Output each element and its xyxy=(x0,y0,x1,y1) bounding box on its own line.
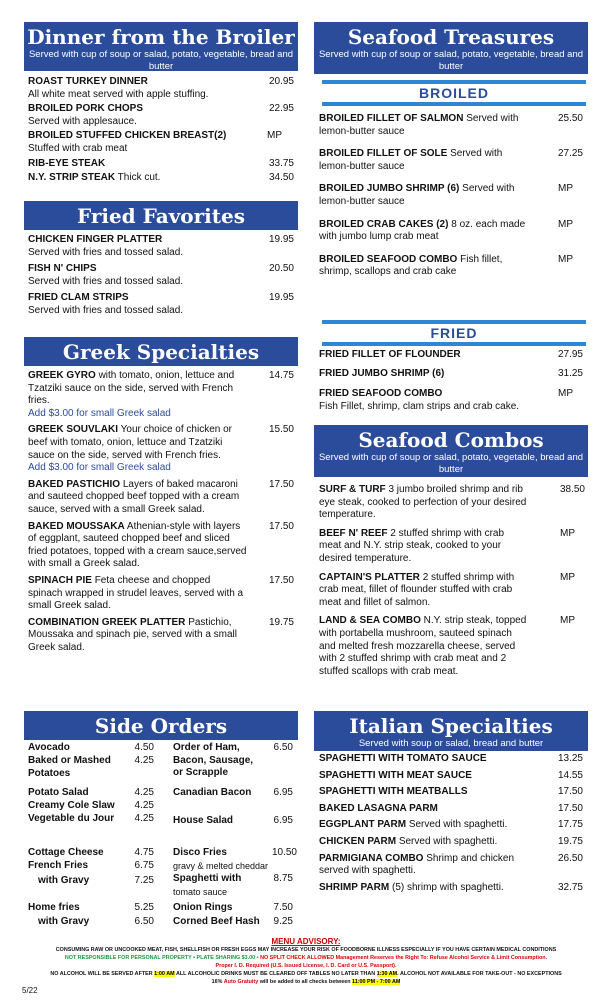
item-price: 17.50 xyxy=(268,478,294,490)
menu-item xyxy=(319,183,583,208)
menu-item xyxy=(319,388,583,413)
seafood-title: Seafood Treasures xyxy=(347,25,555,49)
combos-banner xyxy=(314,425,588,477)
side-item xyxy=(28,742,154,755)
item-desc: Served with applesauce. xyxy=(28,115,137,127)
gratuity-text: Auto Gratuity xyxy=(223,979,259,985)
item-desc: Athenian-style with layers of eggplant, sauteed chopped beef and sliced fried potatoes, topped with a cream sauce,served with small a Greek salad. xyxy=(28,520,247,570)
italian-banner xyxy=(314,711,588,751)
side-item xyxy=(173,787,293,800)
side-item xyxy=(28,902,154,915)
side-price: 6.95 xyxy=(273,815,293,826)
item-price: 22.95 xyxy=(268,103,294,115)
time-highlight: 1:30 AM xyxy=(376,971,398,977)
side-name: French Fries xyxy=(28,860,89,871)
side-name: Avocado xyxy=(28,742,70,753)
side-item xyxy=(28,813,154,826)
advisory-text: 16% xyxy=(211,979,223,985)
menu-item xyxy=(28,292,294,317)
item-desc: Served with spaghetti. xyxy=(408,819,508,831)
menu-item xyxy=(28,617,294,655)
fried-favorites-list xyxy=(28,234,294,318)
fried-favorites-banner xyxy=(24,201,298,230)
item-name: BROILED JUMBO SHRIMP (6) xyxy=(319,183,460,195)
seafood-banner xyxy=(314,22,588,74)
menu-item xyxy=(319,770,583,783)
item-name: SHRIMP PARM xyxy=(319,881,390,893)
item-desc: Shrimp and chicken served with spaghetti. xyxy=(319,852,515,877)
item-name: N.Y. STRIP STEAK xyxy=(28,172,116,184)
menu-item xyxy=(28,172,294,185)
time-highlight: 11:00 PM - 7:00 AM xyxy=(352,979,401,985)
item-name: BROILED FILLET OF SOLE xyxy=(319,148,448,160)
item-name: BAKED MOUSSAKA xyxy=(28,520,125,532)
item-name: CAPTAIN'S PLATTER xyxy=(319,571,420,583)
side-item xyxy=(173,847,297,873)
item-price: 17.50 xyxy=(268,520,294,532)
item-desc: Served with fries and tossed salad. xyxy=(28,304,184,316)
side-orders-banner xyxy=(24,711,298,740)
item-name: FRIED CLAM STRIPS xyxy=(28,292,129,304)
item-name: BROILED CRAB CAKES (2) xyxy=(319,218,449,230)
dinner-banner xyxy=(24,22,298,71)
side-orders-right xyxy=(173,742,297,932)
advisory-line xyxy=(20,954,592,962)
menu-item xyxy=(319,254,583,279)
item-price: MP xyxy=(558,388,573,400)
side-name: Corned Beef Hash xyxy=(173,916,260,927)
item-name: SPINACH PIE xyxy=(28,574,92,586)
side-item xyxy=(28,800,154,813)
side-price: 8.75 xyxy=(273,873,293,884)
item-price: 19.95 xyxy=(268,292,294,304)
advisory-red-text: NO SPLIT CHECK ALLOWED Management Reserves the Right To: Refuse Alcohol Service & Limit Consumption. xyxy=(260,955,548,961)
item-price: 19.75 xyxy=(268,616,294,628)
side-name: Order of Ham, Bacon, Sausage, or Scrapple xyxy=(173,742,254,778)
item-name: ROAST TURKEY DINNER xyxy=(28,76,148,87)
menu-item xyxy=(28,479,294,517)
menu-item xyxy=(319,753,583,766)
advisory-green-text: NOT RESPONSIBLE FOR PERSONAL PROPERTY • PLATE SHARING $3.00 • xyxy=(64,955,259,961)
item-desc: Served with lemon-butter sauce xyxy=(319,148,503,172)
item-price: 19.95 xyxy=(268,234,294,245)
advisory-line xyxy=(20,970,592,978)
side-price: 4.50 xyxy=(134,742,154,753)
side-name: with Gravy xyxy=(38,875,90,886)
side-name: House Salad xyxy=(173,815,234,826)
advisory-line: Proper I. D. Required (U.S. Issued License, I. D. Card or U.S. Passport). xyxy=(215,963,397,969)
italian-list xyxy=(319,753,583,894)
side-price: 4.25 xyxy=(134,800,154,811)
item-price: 13.25 xyxy=(557,753,583,764)
side-item xyxy=(173,902,293,915)
side-name: Vegetable du Jour xyxy=(28,813,115,824)
item-price: 25.50 xyxy=(557,113,583,124)
item-desc: 2 stuffed shrimp with crab meat and N.Y. strip steak, cooked to your desired temperature. xyxy=(319,527,505,564)
menu-item xyxy=(319,615,585,678)
combos-list xyxy=(319,484,585,678)
item-desc: N.Y. strip steak, topped with portabella mushroom, sauteed spinach and melted fresh mozzarella cheese, served with 2 stuffed shrimp with crab meat and 2 stuffed scallops with crab meat. xyxy=(319,615,527,677)
side-item xyxy=(28,787,154,800)
item-desc: Served with spaghetti. xyxy=(398,835,498,847)
item-price: 20.95 xyxy=(268,76,294,87)
menu-item xyxy=(28,575,294,613)
item-price: 27.25 xyxy=(557,148,583,160)
side-orders-title: Side Orders xyxy=(94,714,228,738)
side-price: 6.75 xyxy=(134,860,154,871)
item-desc: with tomato, onion, lettuce and Tzatziki sauce on the side, served with French fries. xyxy=(28,370,235,407)
time-highlight: 1:00 AM xyxy=(154,971,175,977)
combos-title: Seafood Combos xyxy=(358,428,544,452)
menu-item xyxy=(28,424,294,474)
menu-item xyxy=(319,113,583,138)
menu-item xyxy=(28,521,294,571)
side-price: 9.25 xyxy=(273,916,293,927)
item-name: BROILED STUFFED CHICKEN BREAST(2) xyxy=(28,130,227,142)
item-name: BAKED LASAGNA PARM xyxy=(319,802,438,814)
item-price: MP xyxy=(560,615,575,627)
menu-item xyxy=(319,484,585,522)
menu-item xyxy=(28,130,294,155)
menu-item xyxy=(319,368,583,381)
side-price: 7.50 xyxy=(273,902,293,913)
item-price: 17.50 xyxy=(557,802,583,814)
advisory-text: . ALCOHOL NOT AVAILABLE FOR TAKE-OUT - NO EXCEPTIONS xyxy=(397,971,562,977)
item-name: EGGPLANT PARM xyxy=(319,819,407,831)
side-name: Creamy Cole Slaw xyxy=(28,800,115,811)
item-name: FISH N' CHIPS xyxy=(28,263,97,275)
item-desc: Served with fries and tossed salad. xyxy=(28,246,184,258)
combos-subtitle: Served with cup of soup or salad, potato, vegetable, bread and butter xyxy=(318,452,584,475)
fried-subheader: FRIED xyxy=(322,320,586,346)
side-name: Baked or Mashed Potatoes xyxy=(28,755,111,779)
advisory-text: ALL ALCOHOLIC DRINKS MUST BE CLEARED OFF TABLES NO LATER THAN xyxy=(175,971,376,977)
seafood-subtitle: Served with cup of soup or salad, potato, vegetable, bread and butter xyxy=(318,49,584,72)
side-name: Cottage Cheese xyxy=(28,847,104,858)
item-desc: 2 stuffed shrimp with crab meat, fillet of flounder stuffed with crab meat and fillet of salmon. xyxy=(319,571,515,608)
greek-list xyxy=(28,370,294,654)
item-price: 34.50 xyxy=(268,172,294,184)
side-sub: tomato sauce xyxy=(173,886,228,897)
menu-advisory xyxy=(20,938,592,986)
item-name: FRIED SEAFOOD COMBO xyxy=(319,388,443,400)
menu-item xyxy=(319,219,583,244)
item-desc: All white meat served with apple stuffing. xyxy=(28,88,209,100)
item-price: 17.50 xyxy=(268,574,294,586)
side-price: 4.25 xyxy=(134,813,154,824)
item-desc: Stuffed with crab meat xyxy=(28,142,128,154)
side-name: Onion Rings xyxy=(173,902,233,913)
item-name: BEEF N' REEF xyxy=(319,527,388,539)
item-name: GREEK SOUVLAKI xyxy=(28,424,119,436)
item-name: BROILED PORK CHOPS xyxy=(28,103,144,115)
menu-item xyxy=(28,76,294,101)
side-price: 10.50 xyxy=(271,847,297,858)
advisory-line: CONSUMING RAW OR UNCOOKED MEAT, FISH, SHELLFISH OR FRESH EGGS MAY INCREASE YOUR RISK OF FOODBORNE ILLNESS ESPECIALLY IF YOU HAVE CERTAIN MEDICAL CONDITIONS xyxy=(55,947,557,953)
menu-item xyxy=(319,349,583,362)
side-item xyxy=(28,847,154,860)
item-desc: Served with fries and tossed salad. xyxy=(28,275,184,287)
item-price: 14.75 xyxy=(268,370,294,381)
menu-item xyxy=(319,572,585,610)
item-price: MP xyxy=(558,253,573,265)
item-price: 38.50 xyxy=(559,484,585,495)
item-desc: Thick cut. xyxy=(117,172,161,184)
item-desc: Served with lemon-butter sauce xyxy=(319,183,515,207)
menu-item xyxy=(319,786,583,799)
item-price: 20.50 xyxy=(268,263,294,275)
side-item xyxy=(173,916,293,929)
side-name: Spaghetti with xyxy=(173,873,242,884)
advisory-line xyxy=(20,978,592,986)
menu-item xyxy=(28,234,294,259)
menu-item xyxy=(319,882,583,895)
side-name: Potato Salad xyxy=(28,787,89,798)
menu-item xyxy=(28,263,294,288)
item-name: BROILED SEAFOOD COMBO xyxy=(319,253,458,265)
broiled-subheader: BROILED xyxy=(322,80,586,106)
item-price: 33.75 xyxy=(268,157,294,169)
item-desc: Layers of baked macaroni and sauteed chopped beef topped with a cream sauce, served with a small Greek salad. xyxy=(28,478,240,515)
menu-item xyxy=(28,370,294,420)
item-desc: Fish Fillet, shrimp, clam strips and crab cake. xyxy=(319,400,520,412)
item-desc: 3 jumbo broiled shrimp and rib eye steak, cooked to perfection of your desired temperature. xyxy=(319,484,527,521)
side-item xyxy=(173,815,293,828)
item-desc: Pastichio, Moussaka and spinach pie, served with a small Greek salad. xyxy=(28,616,237,653)
side-name: with Gravy xyxy=(38,916,90,927)
item-price: 31.25 xyxy=(557,367,583,379)
advisory-text: will be added to all checks between xyxy=(259,979,351,985)
item-name: SPAGHETTI WITH MEATBALLS xyxy=(319,786,468,798)
item-desc: Served with lemon-butter sauce xyxy=(319,113,519,137)
menu-item xyxy=(28,103,294,128)
advisory-title: MENU ADVISORY: xyxy=(271,937,341,946)
greek-banner xyxy=(24,337,298,366)
item-desc: Fish fillet, shrimp, scallops and crab cake xyxy=(319,253,503,278)
item-price: MP xyxy=(558,183,573,195)
side-name: Canadian Bacon xyxy=(173,787,252,798)
side-price: 6.50 xyxy=(273,742,293,753)
item-price: 17.50 xyxy=(557,786,583,798)
menu-item xyxy=(28,158,294,171)
side-sub: gravy & melted cheddar xyxy=(173,860,269,871)
item-name: LAND & SEA COMBO xyxy=(319,615,421,627)
item-note: Add $3.00 for small Greek salad xyxy=(28,407,171,419)
side-price: 6.95 xyxy=(273,787,293,798)
fried-favorites-title: Fried Favorites xyxy=(76,204,246,228)
side-orders-left xyxy=(28,742,158,932)
side-item xyxy=(173,873,293,899)
menu-item xyxy=(319,819,583,832)
item-price: MP xyxy=(560,527,575,539)
menu-date: 5/22 xyxy=(22,986,38,995)
menu-item xyxy=(319,853,583,878)
greek-title: Greek Specialties xyxy=(62,340,260,364)
item-name: CHICKEN FINGER PLATTER xyxy=(28,234,163,245)
menu-item xyxy=(319,803,583,816)
item-desc: Feta cheese and chopped spinach wrapped in strudel leaves, served with a small Greek salad. xyxy=(28,574,244,612)
fried-list xyxy=(319,349,583,413)
item-price: MP xyxy=(558,218,573,230)
side-price: 4.25 xyxy=(134,755,154,766)
italian-title: Italian Specialties xyxy=(349,714,553,738)
item-desc: (5) shrimp with spaghetti. xyxy=(391,881,504,893)
item-name: CHICKEN PARM xyxy=(319,835,397,847)
menu-item xyxy=(319,528,585,566)
item-name: RIB-EYE STEAK xyxy=(28,157,106,169)
side-item xyxy=(28,860,154,873)
side-name: Home fries xyxy=(28,902,80,913)
dinner-list xyxy=(28,76,294,185)
item-desc: 8 oz. each made with jumbo lump crab meat xyxy=(319,218,526,243)
item-price: MP xyxy=(267,130,282,142)
item-price: 15.50 xyxy=(268,424,294,436)
item-name: FRIED JUMBO SHRIMP (6) xyxy=(319,367,445,379)
item-name: PARMIGIANA COMBO xyxy=(319,852,424,864)
side-price: 6.50 xyxy=(134,916,154,927)
item-name: SURF & TURF xyxy=(319,484,386,495)
item-desc: Your choice of chicken or beef with tomato, onion, lettuce and Tzatziki sauce on the side, served with French fries. xyxy=(28,424,232,461)
item-price: 19.75 xyxy=(557,835,583,847)
side-item xyxy=(173,742,293,780)
dinner-subtitle: Served with cup of soup or salad, potato, vegetable, bread and butter xyxy=(28,49,294,72)
item-name: SPAGHETTI WITH MEAT SAUCE xyxy=(319,769,472,781)
side-item xyxy=(28,875,154,888)
side-price: 5.25 xyxy=(134,902,154,913)
advisory-text: NO ALCOHOL WILL BE SERVED AFTER xyxy=(50,971,153,977)
dinner-title: Dinner from the Broiler xyxy=(27,25,295,49)
side-price: 7.25 xyxy=(134,875,154,886)
item-price: 14.55 xyxy=(557,769,583,781)
side-name: Disco Fries xyxy=(173,847,227,858)
menu-item xyxy=(319,148,583,173)
side-item xyxy=(28,916,154,929)
item-price: 17.75 xyxy=(557,819,583,831)
item-note: Add $3.00 for small Greek salad xyxy=(28,462,171,474)
item-name: FRIED FILLET OF FLOUNDER xyxy=(319,349,461,360)
italian-subtitle: Served with soup or salad, bread and butter xyxy=(358,738,544,749)
side-price: 4.25 xyxy=(134,787,154,798)
side-price: 4.75 xyxy=(134,847,154,858)
item-price: 27.95 xyxy=(557,349,583,360)
item-name: SPAGHETTI WITH TOMATO SAUCE xyxy=(319,753,487,764)
side-item xyxy=(28,755,154,780)
item-name: COMBINATION GREEK PLATTER xyxy=(28,616,186,628)
item-price: 32.75 xyxy=(557,881,583,893)
item-name: GREEK GYRO xyxy=(28,370,96,381)
item-price: 26.50 xyxy=(557,852,583,864)
menu-item xyxy=(319,836,583,849)
broiled-list xyxy=(319,113,583,279)
item-price: MP xyxy=(560,571,575,583)
item-name: BROILED FILLET OF SALMON xyxy=(319,113,464,124)
item-name: BAKED PASTICHIO xyxy=(28,478,121,490)
